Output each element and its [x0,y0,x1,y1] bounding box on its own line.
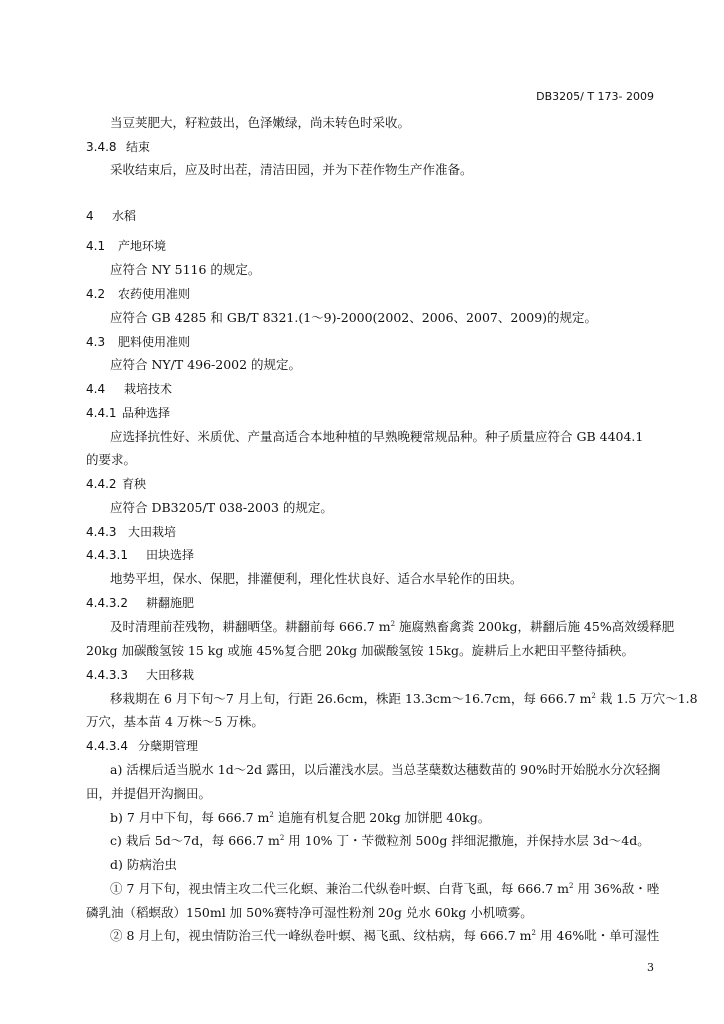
section-heading [86,334,190,350]
paragraph-line: 应选择抗性好、米质优、产量高适合本地种植的早熟晚粳常规品种。种子质量应符合 GB 4404.1 [110,429,644,444]
section-title: 栽培技术 [124,382,173,396]
paragraph-line: 万穴，基本苗 4 万株～5 万株。 [86,714,264,729]
paragraph-line: b) 7 月中下旬，每 666.7 $m^2$ 追施有机复合肥 20kg 加饼肥 40kg。 [110,810,491,825]
section-title: 田块选择 [146,548,195,562]
paragraph-line: 应符合 NY 5116 的规定。 [110,262,261,277]
section-title: 农药使用准则 [118,287,191,301]
section-title: 结束 [126,140,151,154]
section-heading [86,238,166,254]
section-number: 4.2 [86,287,106,301]
section-number: 4.4.1 [86,406,117,420]
section-heading [86,286,190,302]
header-doc-code: DB3205/ T 173- 2009 [536,90,654,103]
paragraph-line: 移栽期在 6 月下旬～7 月上旬，行距 26.6cm，株距 13.3cm～16.7cm，每 666.7 $m^2$ 栽 1.5 万穴～1.8 [110,691,698,706]
paragraph-line: 的要求。 [86,452,137,467]
section-number: 4.4.3.2 [86,596,128,610]
paragraph-line: 当豆荚肥大，籽粒鼓出，色泽嫩绿，尚未转色时采收。 [110,115,411,130]
section-number: 4.4.3 [86,525,117,539]
section-number: 4.3 [86,335,106,349]
section-title: 水稻 [112,209,137,223]
paragraph-line: d) 防病治虫 [110,857,177,872]
section-number: 3.4.8 [86,140,117,154]
paragraph-line: 采收结束后，应及时出茬，清洁田园，并为下茬作物生产作准备。 [110,162,473,177]
section-heading [86,476,146,492]
paragraph-line: 地势平坦，保水、保肥，排灌便利，理化性状良好、适合水旱轮作的田块。 [110,571,523,586]
section-title: 大田移栽 [146,668,195,682]
section-heading [86,667,194,683]
paragraph-line: 应符合 GB 4285 和 GB/T 8321.(1～9)-2000(2002、2006、2007、2009)的规定。 [110,310,598,325]
section-number: 4.1 [86,239,106,253]
section-title: 产地环境 [118,239,167,253]
paragraph-line: c) 栽后 5d～7d，每 666.7 $m^2$ 用 10% 丁・苄微粒剂 500g 拌细泥撒施，并保持水层 3d～4d。 [110,833,650,848]
paragraph-line: ② 8 月上旬，视虫情防治三代一峰纵卷叶螟、褐飞虱、纹枯病，每 666.7 $m^2$ 用 46%吡・单可湿性 [110,928,660,943]
paragraph-line: 田，并提倡开沟搁田。 [86,786,212,801]
section-number: 4 [86,209,94,223]
section-heading [86,738,198,754]
section-title: 育秧 [122,477,147,491]
section-heading [86,524,176,540]
section-number: 4.4.3.4 [86,739,128,753]
section-number: 4.4.3.3 [86,668,128,682]
section-title: 耕翻施肥 [146,596,195,610]
section-heading [86,208,136,224]
paragraph-line: 应符合 DB3205/T 038-2003 的规定。 [110,500,333,515]
section-title: 大田栽培 [128,525,177,539]
paragraph-line: 磷乳油（稻螟敌）150ml 加 50%赛特净可湿性粉剂 20g 兑水 60kg 小机喷雾。 [86,905,533,920]
section-number: 4.4.2 [86,477,117,491]
section-heading [86,381,172,397]
section-number: 4.4.3.1 [86,548,128,562]
section-heading [86,405,170,421]
section-title: 肥料使用准则 [118,335,191,349]
paragraph-line: a) 活棵后适当脱水 1d～2d 露田，以后灌浅水层。当总茎蘖数达穗数苗的 90%时开始脱水分次轻搁 [110,762,661,777]
paragraph-line: 应符合 NY/T 496-2002 的规定。 [110,357,302,372]
section-number: 4.4 [86,382,106,396]
paragraph-line: ① 7 月下旬，视虫情主攻二代三化螟、兼治二代纵卷叶螟、白背飞虱，每 666.7 $m^2$ 用 36%敌・唑 [110,881,660,896]
paragraph-line: 20kg 加碳酸氢铵 15 kg 或施 45%复合肥 20kg 加碳酸氢铵 15kg。旋耕后上水耙田平整待插秧。 [86,643,634,658]
section-heading [86,595,194,611]
page-number: 3 [647,961,654,974]
section-heading [86,547,194,563]
section-heading [86,139,150,155]
section-title: 品种选择 [122,406,171,420]
section-title: 分蘖期管理 [138,739,199,753]
paragraph-line: 及时清理前茬残物，耕翻晒垡。耕翻前每 666.7 $m^2$ 施腐熟畜禽粪 200kg，耕翻后施 45%高效缓释肥 [110,619,675,634]
